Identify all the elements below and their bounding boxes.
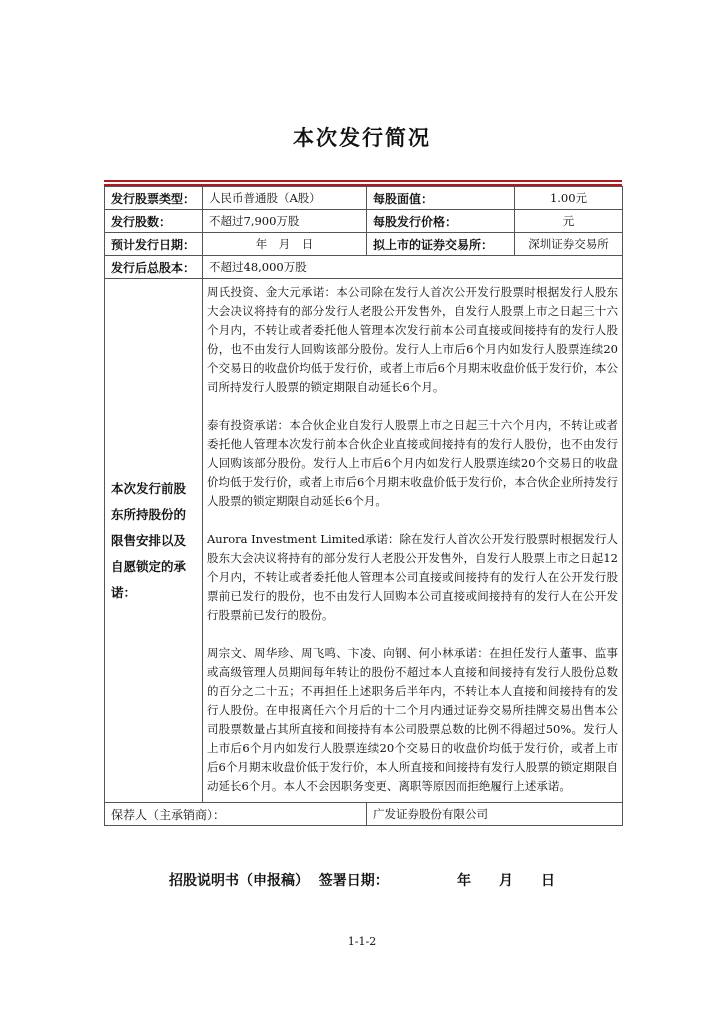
shares-label: 发行股数：: [105, 210, 203, 233]
par-value-value: 1.00元: [515, 187, 623, 210]
issue-date-label: 预计发行日期：: [105, 233, 203, 256]
commitment-aurora: Aurora Investment Limited承诺：除在发行人首次公开发行股票时根据发行人股东大会决议将持有的部分发行人老股公开发售外，自发行人股票上市之日起12个月内，不转让或者委托他人管理本公司直接或间接持有的发行人在公开发行股票前已发行的股份，也不由发行人回购本公司直接或间接持有的发行人在公开发行股票前已发行的股份。: [207, 532, 618, 622]
sign-date-value: 年 月 日: [457, 873, 555, 889]
price-value: 元: [515, 210, 623, 233]
sponsor-label: 保荐人（主承销商）：: [105, 803, 367, 826]
lockup-label-line: 诺：: [111, 584, 137, 600]
offering-summary-table: [104, 186, 623, 826]
lockup-label-line: 东所持股份的: [111, 506, 187, 522]
total-shares-label: 发行后总股本：: [105, 256, 203, 279]
lockup-label-line: 限售安排以及: [111, 532, 187, 548]
table-row: [105, 210, 623, 233]
stock-type-label: 发行股票类型：: [105, 187, 203, 210]
issue-date-value: 年 月 日: [203, 233, 367, 256]
sign-date-label: 签署日期：: [318, 873, 389, 889]
exchange-label: 拟上市的证券交易所：: [367, 233, 515, 256]
table-row: [105, 279, 623, 803]
commitment-zhoushi-jindayuan: 周氏投资、金大元承诺：本公司除在发行人首次公开发行股票时根据发行人股东大会决议将持有的部分发行人老股公开发售外，自发行人股票上市之日起三十六个月内，不转让或者委托他人管理本次发行前本公司直接或间接持有的发行人股份，也不由发行人回购该部分股份。发行人上市后6个月内如发行人股票连续20个交易日的收盘价均低于发行价，或者上市后6个月期末收盘价低于发行价，本公司所持发行人股票的锁定期限自动延长6个月。: [207, 285, 618, 394]
table-row: [105, 187, 623, 210]
par-value-label: 每股面值：: [367, 187, 515, 210]
sponsor-value: 广发证券股份有限公司: [367, 803, 623, 826]
stock-type-value: 人民币普通股（A股）: [203, 187, 367, 210]
table-row: [105, 233, 623, 256]
table-row: [105, 803, 623, 826]
header-divider-top: [104, 180, 622, 182]
lockup-label: [105, 279, 203, 803]
table-row: [105, 256, 623, 279]
document-name: 招股说明书（申报稿）: [169, 873, 309, 889]
total-shares-value: 不超过48,000万股: [203, 256, 623, 279]
price-label: 每股发行价格：: [367, 210, 515, 233]
commitment-directors: 周宗文、周华珍、周飞鸣、卞凌、向钢、何小林承诺：在担任发行人董事、监事或高级管理人员期间每年转让的股份不超过本人直接和间接持有发行人股份总数的百分之二十五；不再担任上述职务后半年内，不转让本人直接和间接持有的发行人股份。在申报离任六个月后的十二个月内通过证券交易所挂牌交易出售本公司股票数量占其所直接和间接持有本公司股票总数的比例不得超过50%。发行人上市后6个月内如发行人股票连续20个交易日的收盘价均低于发行价，或者上市后6个月期末收盘价低于发行价，本人所直接和间接持有发行人股票的锁定期限自动延长6个月。本人不会因职务变更、离职等原因而拒绝履行上述承诺。: [207, 646, 618, 793]
shares-value: 不超过7,900万股: [203, 210, 367, 233]
commitment-taiyou: 泰有投资承诺：本合伙企业自发行人股票上市之日起三十六个月内，不转让或者委托他人管理本次发行前本合伙企业直接或间接持有的发行人股份，也不由发行人回购该部分股份。发行人上市后6个月内如发行人股票连续20个交易日的收盘价均低于发行价，或者上市后6个月期末收盘价低于发行价，本合伙企业所持发行人股票的锁定期限自动延长6个月。: [207, 418, 618, 508]
lockup-label-line: 自愿锁定的承: [111, 558, 187, 574]
exchange-value: 深圳证券交易所: [515, 233, 623, 256]
lockup-label-line: 本次发行前股: [111, 480, 187, 496]
page-number: 1-1-2: [347, 935, 377, 948]
lockup-commitments: [203, 279, 623, 803]
page-title: 本次发行简况: [293, 125, 431, 150]
prospectus-footer: [0, 870, 724, 890]
